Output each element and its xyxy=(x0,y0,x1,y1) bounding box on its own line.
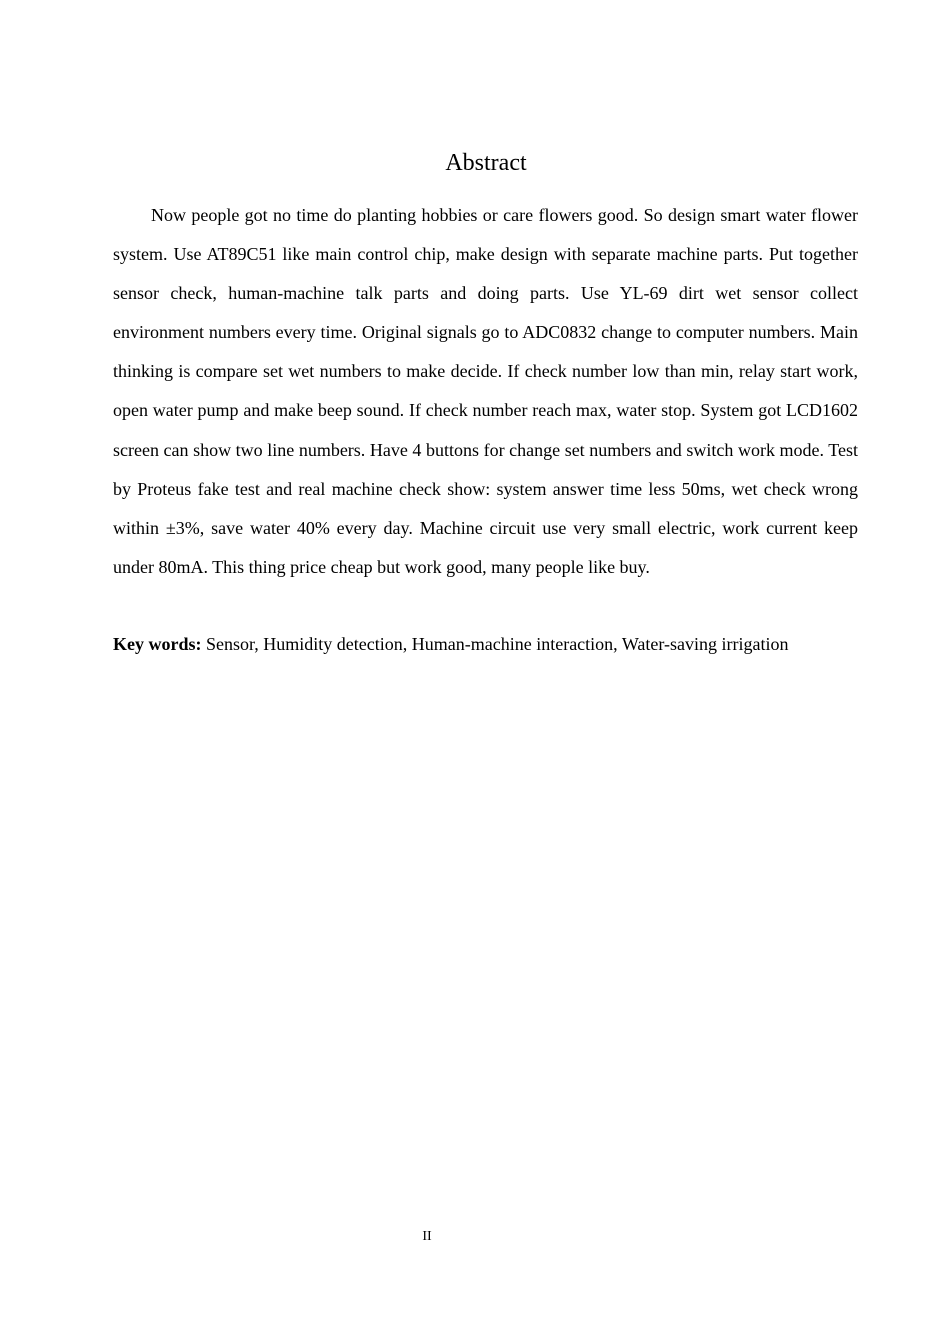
keywords-list: Sensor, Humidity detection, Human-machine interaction, Water-saving irrigation xyxy=(206,634,789,654)
page-number: II xyxy=(422,1229,432,1244)
abstract-body: Now people got no time do planting hobbies or care flowers good. So design smart water flower system. Use AT89C51 like main control chip, make design with separate machine parts. Put together sensor check, human-machine talk parts and doing parts. Use YL-69 dirt wet sensor collect environment numbers every time. Original signals go to ADC0832 change to computer numbers. Main thinking is compare set wet numbers to make decide. If check number low than min, relay start work, open water pump and make beep sound. If check number reach max, water stop. System got LCD1602 screen can show two line numbers. Have 4 buttons for change set numbers and switch work mode. Test by Proteus fake test and real machine check show: system answer time less 50ms, wet check wrong within ±3%, save water 40% every day. Machine circuit use very small electric, work current keep under 80mA. This thing price cheap but work good, many people like buy. xyxy=(113,205,858,577)
keywords-line xyxy=(113,628,873,660)
abstract-title: Abstract xyxy=(445,150,527,176)
keywords-label: Key words: xyxy=(113,634,202,654)
